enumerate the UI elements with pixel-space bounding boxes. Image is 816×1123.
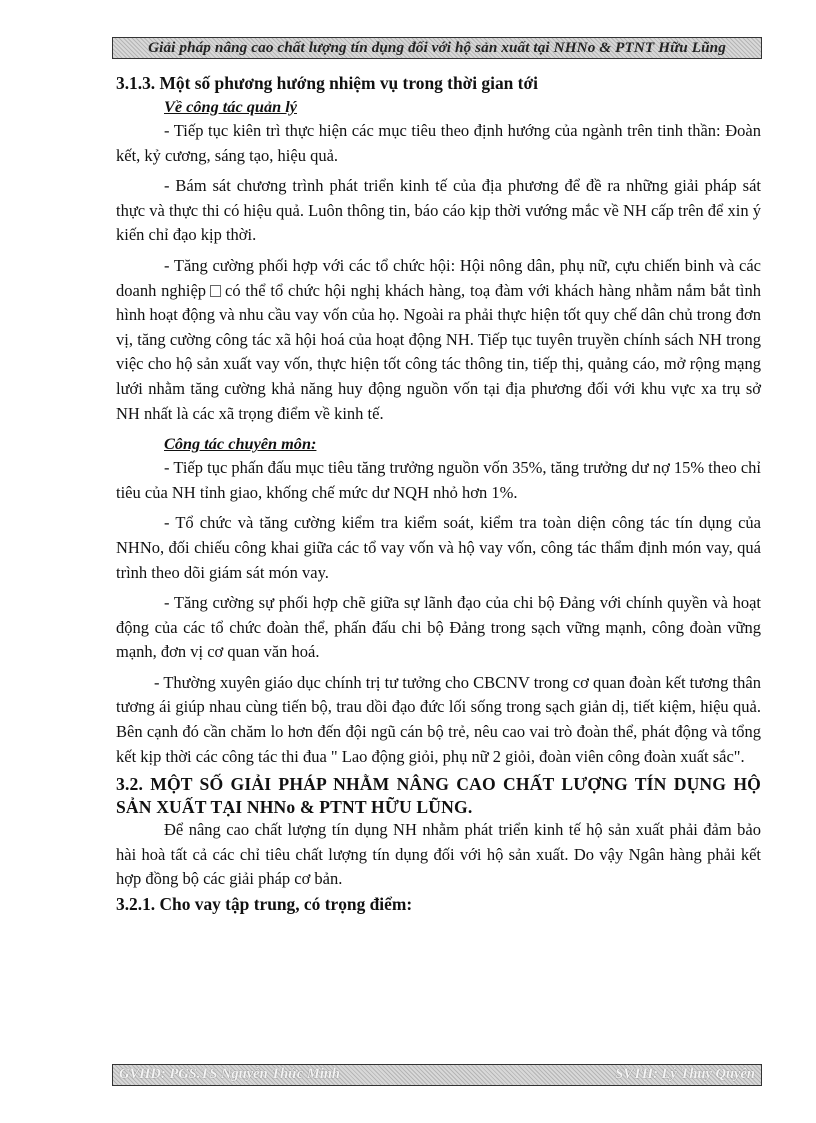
subheading-professional: Công tác chuyên môn:	[164, 434, 317, 454]
paragraph: Để nâng cao chất lượng tín dụng NH nhằm phát triển kinh tế hộ sản xuất phải đảm bảo hài hoà tất cả các chỉ tiêu chất lượng tín dụng đối với hộ sản xuất. Do vậy Ngân hàng phải kết hợp đồng bộ các giải pháp cơ bản.	[116, 820, 761, 889]
paragraph-part: có thể tổ chức hội nghị khách hàng, toạ đàm với khách hàng nhằm nắm bắt tình hình hoạt động và nhu cầu vay vốn của họ. Ngoài ra phải thực hiện tốt quy chế dân chủ trong đơn vị, tăng cường công tác xã hội hoá của hoạt động NH. Tiếp tục tuyên truyền chính sách NH trong việc cho hộ sản xuất vay vốn, thực hiện tốt công tác thông tin, tiếp thị, quảng cáo, mở rộng mạng lưới nhằm tăng cường khả năng huy động nguồn vốn tại địa phương đối với khu vực xa trụ sở NH nhất là các xã trọng điểm về kinh tế.	[116, 280, 761, 423]
section-3-2-heading: 3.2. MỘT SỐ GIẢI PHÁP NHẰM NÂNG CAO CHẤT LƯỢNG TÍN DỤNG HỘ SẢN XUẤT TẠI NHNo & PTNT HỮU LŨNG.	[116, 774, 761, 817]
paragraph	[116, 254, 761, 426]
section-3-2-1-heading: 3.2.1. Cho vay tập trung, có trọng điểm:	[116, 893, 413, 914]
paragraph: - Bám sát chương trình phát triển kinh tế của địa phương để đề ra những giải pháp sát thực và thực thi có hiệu quả. Luôn thông tin, báo cáo kịp thời vướng mắc về NH cấp trên để xin ý kiến chỉ đạo kịp thời.	[116, 176, 761, 245]
page-footer	[112, 1064, 762, 1086]
footer-student: SVTH: Lý Thuý Quyên	[615, 1066, 755, 1082]
subheading-management: Về công tác quản lý	[164, 97, 297, 116]
paragraph: - Tổ chức và tăng cường kiểm tra kiểm soát, kiểm tra toàn diện công tác tín dụng của NHNo, đối chiếu công khai giữa các tổ vay vốn và hộ vay vốn, công tác thẩm định món vay, quá trình theo dõi giám sát món vay.	[116, 513, 761, 582]
header-title: Giải pháp nâng cao chất lượng tín dụng đối với hộ sản xuất tại NHNo & PTNT Hữu Lũng	[148, 39, 726, 56]
paragraph: - Tiếp tục kiên trì thực hiện các mục tiêu theo định hướng của ngành trên tinh thần: Đoàn kết, kỷ cương, sáng tạo, hiệu quả.	[116, 121, 761, 165]
section-3-1-3-heading: 3.1.3. Một số phương hướng nhiệm vụ trong thời gian tới	[116, 73, 538, 93]
paragraph: - Thường xuyên giáo dục chính trị tư tưởng cho CBCNV trong cơ quan đoàn kết tương thân tương ái giúp nhau cùng tiến bộ, trau dồi đạo đức lối sống trong sạch giản dị, tiết kiệm, hiệu quả. Bên cạnh đó cần chăm lo hơn đến đội ngũ cán bộ trẻ, nêu cao vai trò đoàn thể, phát động và tổng kết kịp thời các công tác thi đua " Lao động giỏi, phụ nữ 2 giỏi, đoàn viên công đoàn xuất sắc".	[116, 672, 761, 766]
footer-supervisor: GVHD: PGS.TS Nguyễn Thức Minh	[119, 1066, 340, 1082]
page-body	[116, 67, 761, 916]
missing-glyph-box	[210, 285, 221, 297]
paragraph: - Tiếp tục phấn đấu mục tiêu tăng trưởng nguồn vốn 35%, tăng trưởng dư nợ 15% theo chỉ tiêu của NH tỉnh giao, khống chế mức dư NQH nhỏ hơn 1%.	[116, 458, 761, 502]
page-header	[112, 37, 762, 59]
paragraph: - Tăng cường sự phối hợp chẽ giữa sự lãnh đạo của chi bộ Đảng với chính quyền và hoạt động của các tổ chức đoàn thể, phấn đấu chi bộ Đảng trong sạch vững mạnh, công đoàn vững mạnh, đơn vị cơ quan văn hoá.	[116, 593, 761, 662]
paragraph-part: - Tăng cường phối hợp với các tổ chức hội: Hội nông dân, phụ nữ, cựu chiến binh và các doanh nghiệp	[116, 255, 761, 300]
